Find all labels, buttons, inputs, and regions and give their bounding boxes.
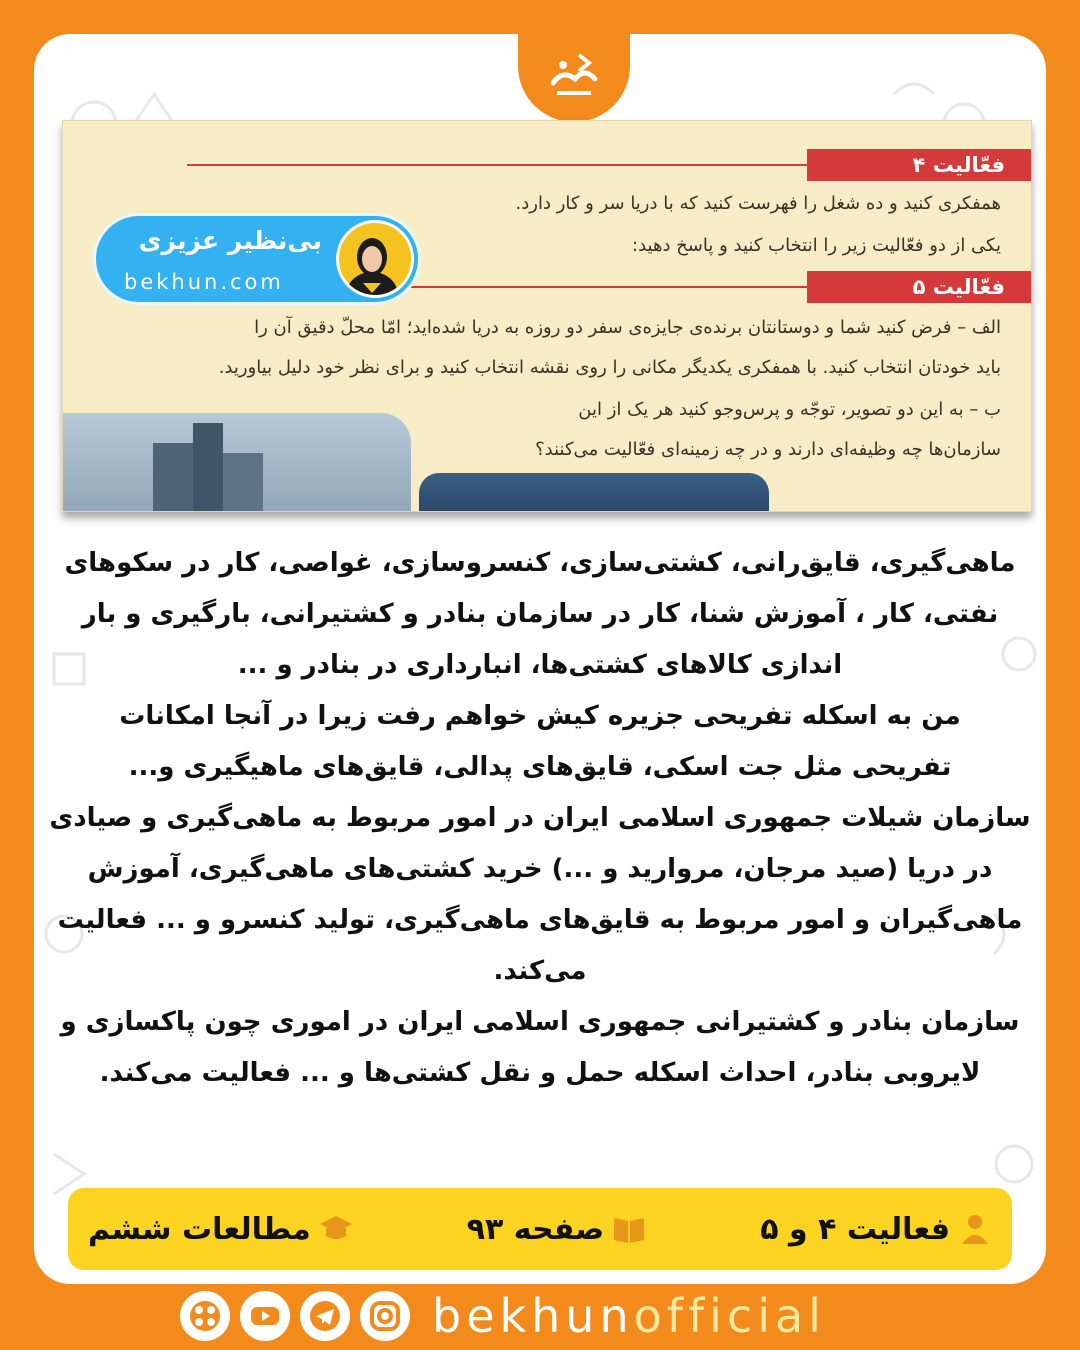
author-name: بی‌نظیر عزیزی [138,226,322,255]
subject-info [88,1212,353,1247]
brand-part-2: official [633,1289,826,1343]
organization-photo-1 [63,413,411,512]
graduation-cap-icon [319,1212,353,1246]
answer-text [40,538,1040,1099]
building-icon [63,413,411,512]
brand-handle[interactable] [432,1289,826,1343]
teacher-icon [958,1212,992,1246]
instruction-text: یکی از دو فعّالیت زیر را انتخاب کنید و پاسخ دهید: [632,235,1001,256]
avatar [336,220,414,298]
aparat-icon[interactable] [180,1291,230,1341]
activity4-tag: فعّالیت ۴ [807,149,1031,181]
page-label: صفحه ۹۳ [466,1211,605,1247]
social-footer [180,1288,900,1344]
activity4-text: همفکری کنید و ده شغل را فهرست کنید که با دریا سر و کار دارد. [515,193,1001,214]
activity-info [760,1212,992,1247]
page-info [467,1212,646,1247]
instagram-icon[interactable] [360,1291,410,1341]
answer-paragraph-2: من به اسکله تفریحی جزیره کیش خواهم رفت زیرا در آنجا امکانات تفریحی مثل جت اسکی، قایق‌های پدالی، قایق‌های ماهیگیری و... [119,701,961,782]
activity5-line-a1: الف – فرض کنید شما و دوستانتان برنده‌ی جایزه‌ی سفر دو روزه به دریا شده‌اید؛ امّا محلّ دقیق آن را [254,317,1001,338]
author-card[interactable] [93,213,421,305]
textbook-scan [62,120,1032,512]
person-icon [336,223,411,298]
brand-part-1: bekhun [432,1289,634,1343]
info-bar [68,1188,1012,1270]
author-site[interactable]: bekhun.com [124,270,284,294]
activity-label: فعالیت ۴ و ۵ [760,1211,950,1247]
book-icon [612,1212,646,1246]
bekhun-logo-icon [539,43,609,113]
answer-paragraph-4: سازمان بنادر و کشتیرانی جمهوری اسلامی ایران در اموری چون پاکسازی و لایروبی بنادر، احداث اسکله حمل و نقل کشتی‌ها و ... فعالیت می‌کند. [60,1007,1020,1088]
activity5-line-b1: ب – به این دو تصویر، توجّه و پرس‌وجو کنید هر یک از این [578,399,1001,420]
activity5-line-a2: باید خودتان انتخاب کنید. با همفکری یکدیگر مکانی را روی نقشه انتخاب کنید و برای نظر خود دلیل بیاورید. [218,357,1001,378]
subject-label: مطالعات ششم [88,1211,311,1247]
answer-paragraph-3: سازمان شیلات جمهوری اسلامی ایران در امور مربوط به ماهی‌گیری و صیادی در دریا (صید مرجان، مروارید و ...) خرید کشتی‌های ماهی‌گیری، آموزش ماهی‌گیران و امور مربوط به قایق‌های ماهی‌گیری، تولید کنسرو و ... فعالیت می‌کند. [49,803,1031,986]
activity5-line-b2: سازمان‌ها چه وظیفه‌ای دارند و در چه زمینه‌ای فعّالیت می‌کنند؟ [535,439,1001,460]
youtube-icon[interactable] [240,1291,290,1341]
answer-paragraph-1: ماهی‌گیری، قایق‌رانی، کشتی‌سازی، کنسروسازی، غواصی، کار در سکوهای نفتی، کار ، آموزش شنا، کار در سازمان بنادر و کشتیرانی، بارگیری و بار اندازی کالاهای کشتی‌ها، انبارداری در بنادر و ... [64,548,1016,680]
tag-divider [187,164,807,166]
activity5-tag: فعّالیت ۵ [807,271,1031,303]
organization-photo-2 [419,473,769,512]
telegram-icon[interactable] [300,1291,350,1341]
